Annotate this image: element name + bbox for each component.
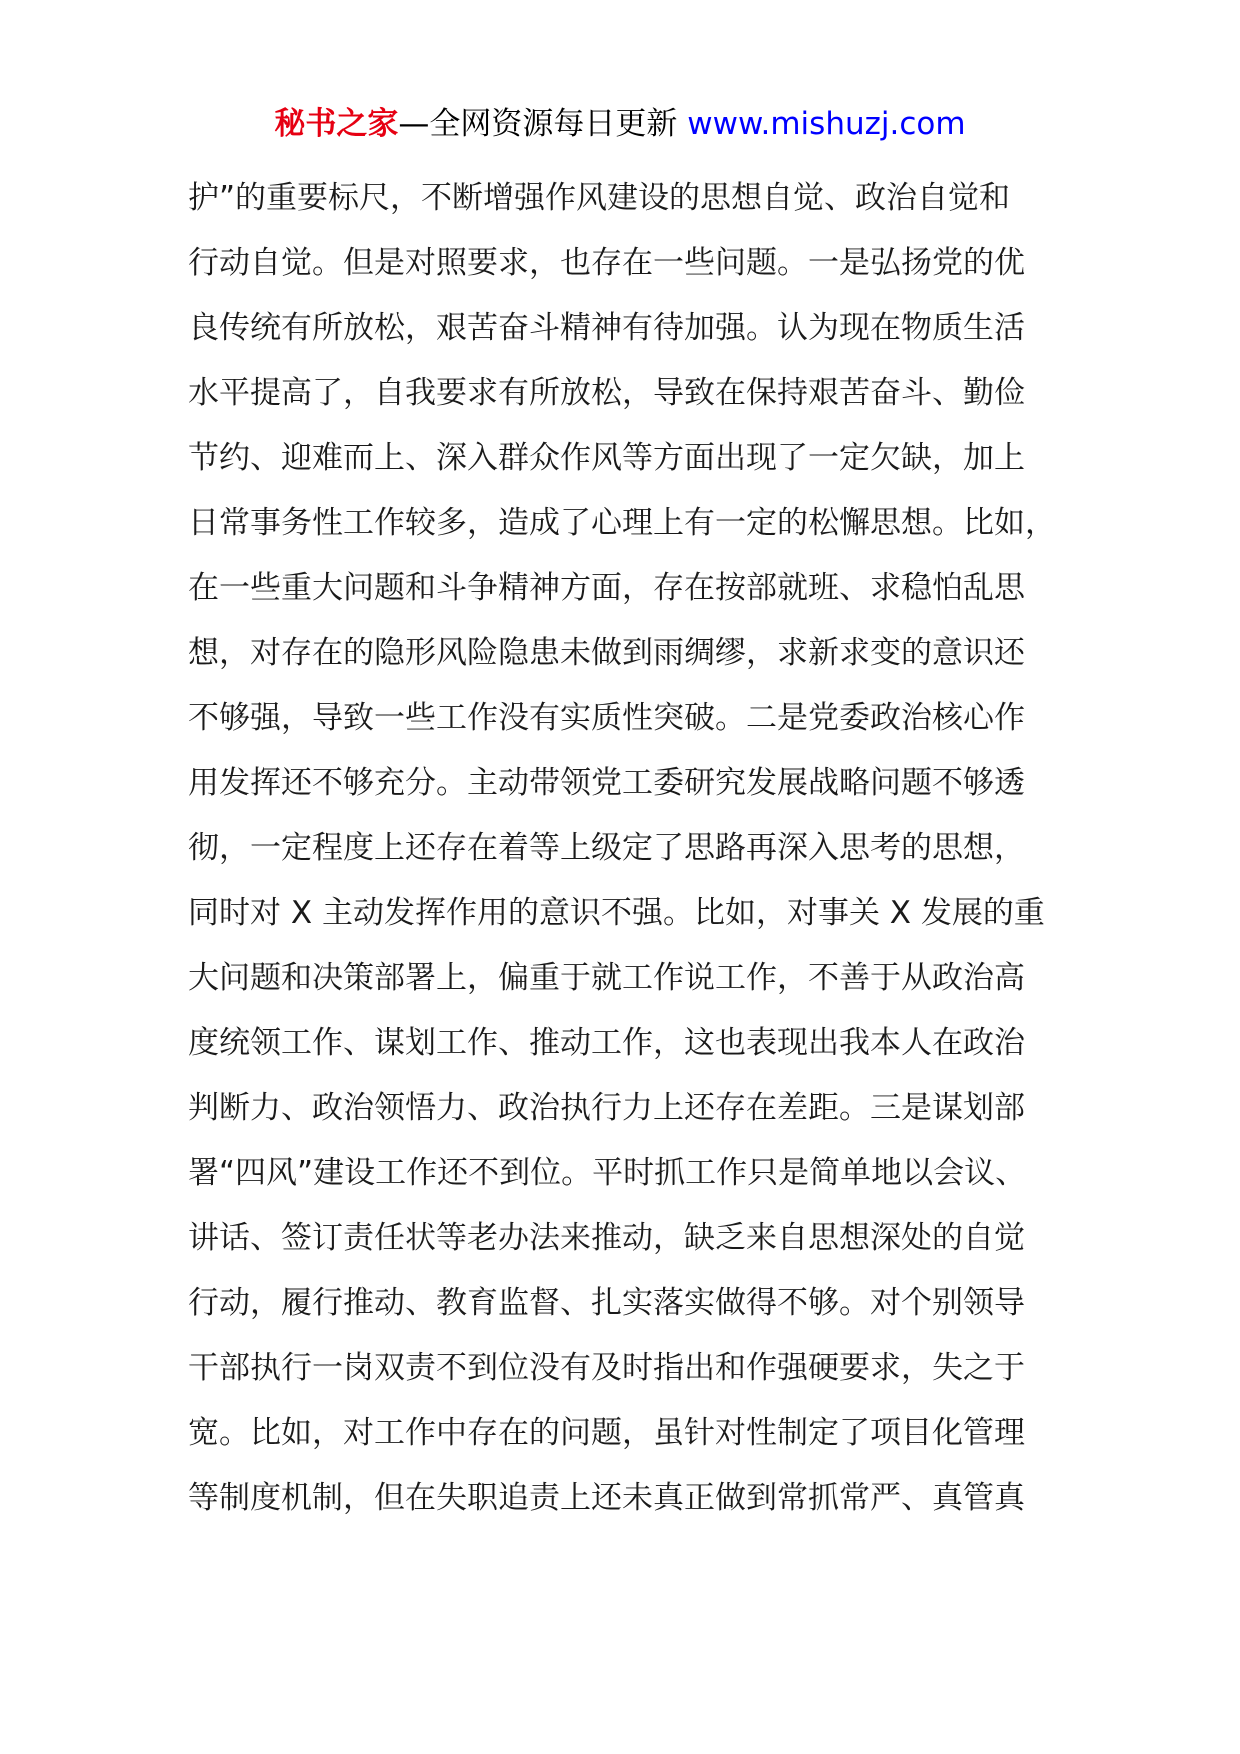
text-line: 署“四风”建设工作还不到位。平时抓工作只是简单地以会议、 [188, 1155, 1027, 1191]
text-line: 用发挥还不够充分。主动带领党工委研究发展战略问题不够透 [188, 765, 1025, 801]
site-tagline: —全网资源每日更新 [398, 106, 688, 142]
text-line: 日常事务性工作较多，造成了心理上有一定的松懈思想。比如， [188, 505, 1056, 541]
text-line: 讲话、签订责任状等老办法来推动，缺乏来自思想深处的自觉 [188, 1220, 1025, 1256]
text-line: 良传统有所放松，艰苦奋斗精神有待加强。认为现在物质生活 [188, 310, 1025, 346]
text-line: 干部执行一岗双责不到位没有及时指出和作强硬要求，失之于 [188, 1350, 1025, 1386]
site-url-link[interactable]: www.mishuzj.com [687, 106, 966, 142]
text-line: 大问题和决策部署上，偏重于就工作说工作，不善于从政治高 [188, 960, 1025, 996]
text-line: 水平提高了，自我要求有所放松，导致在保持艰苦奋斗、勤俭 [188, 375, 1025, 411]
text-line: 行动，履行推动、教育监督、扎实落实做得不够。对个别领导 [188, 1285, 1025, 1321]
text-line: 在一些重大问题和斗争精神方面，存在按部就班、求稳怕乱思 [188, 570, 1025, 606]
text-line: 同时对 X 主动发挥作用的意识不强。比如，对事关 X 发展的重 [188, 895, 1045, 931]
text-line: 宽。比如，对工作中存在的问题，虽针对性制定了项目化管理 [188, 1415, 1025, 1451]
text-line: 护”的重要标尺，不断增强作风建设的思想自觉、政治自觉和 [188, 180, 1011, 216]
text-line: 判断力、政治领悟力、政治执行力上还存在差距。三是谋划部 [188, 1090, 1025, 1126]
document-body [188, 166, 1088, 1531]
text-line: 不够强，导致一些工作没有实质性突破。二是党委政治核心作 [188, 700, 1025, 736]
text-line: 度统领工作、谋划工作、推动工作，这也表现出我本人在政治 [188, 1025, 1025, 1061]
text-line: 等制度机制，但在失职追责上还未真正做到常抓常严、真管真 [188, 1480, 1025, 1516]
text-line: 行动自觉。但是对照要求，也存在一些问题。一是弘扬党的优 [188, 245, 1025, 281]
text-line: 彻，一定程度上还存在着等上级定了思路再深入思考的思想， [188, 830, 1025, 866]
text-line: 想，对存在的隐形风险隐患未做到雨绸缪，求新求变的意识还 [188, 635, 1025, 671]
site-brand: 秘书之家 [274, 106, 399, 142]
text-line: 节约、迎难而上、深入群众作风等方面出现了一定欠缺，加上 [188, 440, 1025, 476]
site-header [0, 100, 1240, 148]
